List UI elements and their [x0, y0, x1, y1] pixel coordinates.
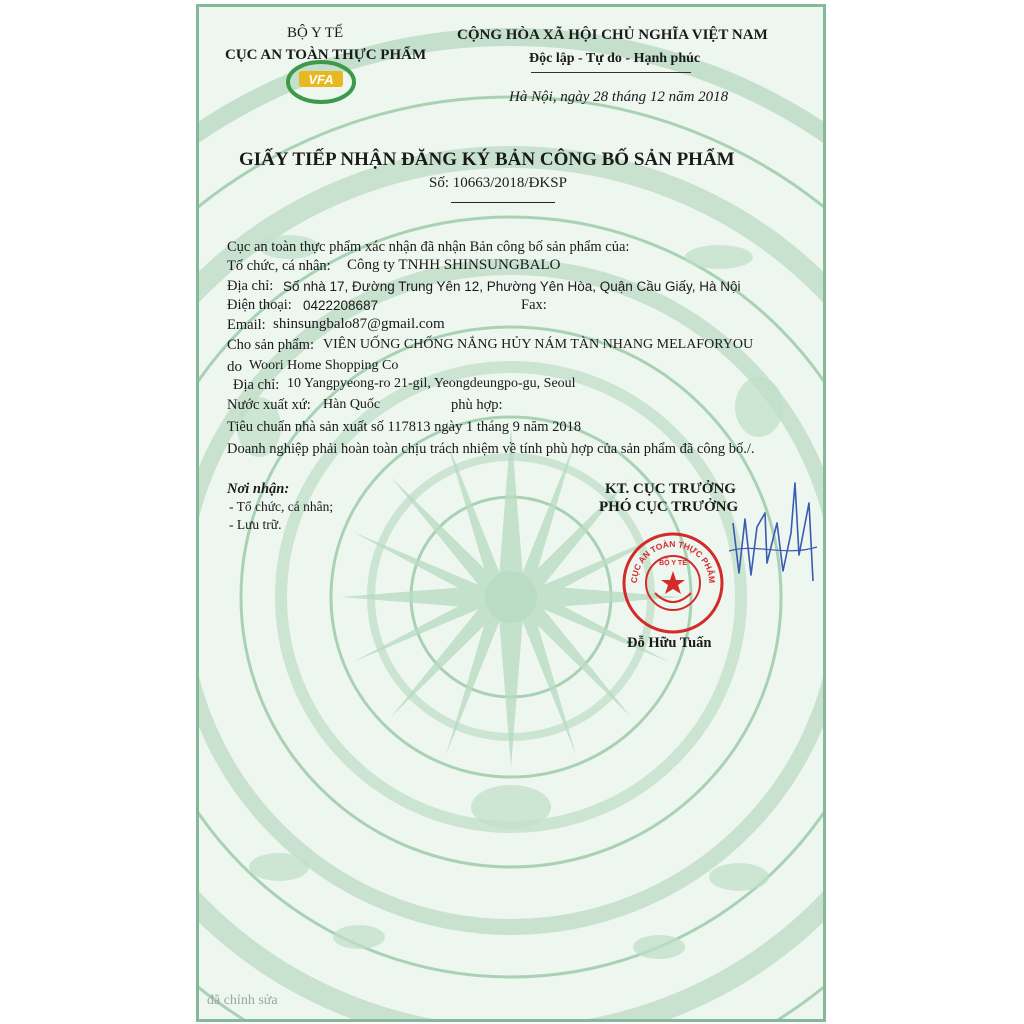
vfa-logo — [285, 59, 357, 105]
recipient-item: - Tổ chức, cá nhân; — [229, 499, 334, 514]
org-value: Công ty TNHH SHINSUNGBALO — [347, 257, 561, 273]
intro-text: Cục an toàn thực phẩm xác nhận đã nhận Bản công bố sản phẩm của: — [227, 239, 630, 255]
national-motto: Độc lập - Tự do - Hạnh phúc — [529, 51, 701, 66]
svg-text:VFA: VFA — [308, 72, 334, 87]
fax-label: Fax: — [521, 297, 547, 313]
email-label: Email: — [227, 317, 266, 333]
product-label: Cho sản phẩm: — [227, 337, 314, 353]
responsibility-text: Doanh nghiệp phải hoàn toàn chịu trách nhiệm về tính phù hợp của sản phẩm đã công bố./. — [227, 441, 755, 457]
agency-name: CỤC AN TOÀN THỰC PHẨM — [225, 47, 427, 63]
signature-title-2: PHÓ CỤC TRƯỞNG — [599, 499, 739, 515]
org-label: Tổ chức, cá nhân: — [227, 258, 331, 274]
maker-address-label: Địa chỉ: — [233, 377, 280, 393]
official-seal — [621, 531, 725, 635]
maker-value: Woori Home Shopping Co — [249, 358, 399, 373]
origin-label: Nước xuất xứ: — [227, 397, 311, 413]
ministry-name: BỘ Y TẾ — [287, 25, 344, 41]
address-label: Địa chỉ: — [227, 278, 274, 294]
email-value: shinsungbalo87@gmail.com — [273, 316, 445, 332]
origin-value: Hàn Quốc — [323, 397, 381, 412]
product-value: VIÊN UỐNG CHỐNG NẮNG HỦY NÁM TÀN NHANG MELAFORYOU — [323, 337, 754, 352]
recipient-item: - Lưu trữ. — [229, 517, 282, 532]
place-date: Hà Nội, ngày 28 tháng 12 năm 2018 — [509, 89, 729, 105]
handwritten-signature — [725, 463, 821, 593]
address-value: Số nhà 17, Đường Trung Yên 12, Phường Yên Hòa, Quận Cầu Giấy, Hà Nội — [283, 279, 741, 294]
recipients-title: Nơi nhận: — [227, 481, 290, 497]
signature-title-1: KT. CỤC TRƯỞNG — [605, 481, 736, 497]
seal-ring-text: CỤC AN TOÀN THỰC PHẨM — [628, 538, 718, 584]
conform-label: phù hợp: — [451, 397, 503, 413]
title-underline — [451, 202, 555, 203]
document-page — [196, 4, 826, 1022]
maker-label: do — [227, 359, 242, 375]
phone-label: Điện thoại: — [227, 297, 292, 313]
standard-text: Tiêu chuẩn nhà sản xuất số 117813 ngày 1 tháng 9 năm 2018 — [227, 419, 582, 435]
country-name: CỘNG HÒA XÃ HỘI CHỦ NGHĨA VIỆT NAM — [457, 27, 768, 43]
phone-value: 0422208687 — [303, 298, 379, 313]
signer-name: Đỗ Hữu Tuấn — [627, 635, 712, 651]
document-title: GIẤY TIẾP NHẬN ĐĂNG KÝ BẢN CÔNG BỐ SẢN PHẨM — [239, 149, 735, 170]
document-number: Số: 10663/2018/ĐKSP — [429, 175, 567, 191]
maker-address-value: 10 Yangpyeong-ro 21-gil, Yeongdeungpo-gu, Seoul — [287, 376, 576, 391]
motto-underline — [531, 72, 691, 73]
edited-note: đã chỉnh sửa — [207, 993, 278, 1008]
seal-top-text: BỘ Y TẾ — [659, 560, 687, 567]
